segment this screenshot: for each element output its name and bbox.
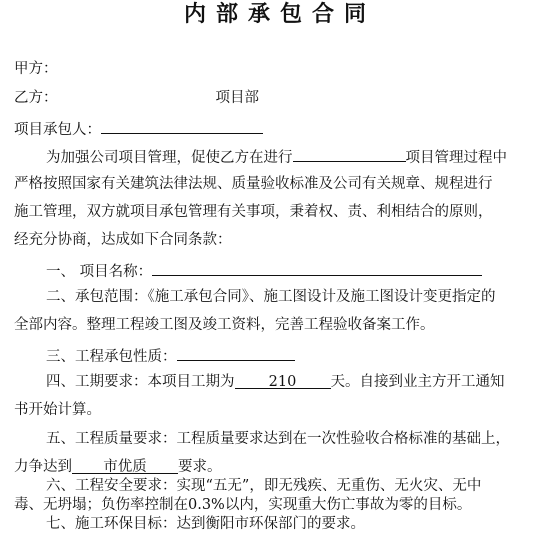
intro-text-1a: 为加强公司项目管理，促使乙方在进行 [46, 150, 293, 166]
contractor-blank [101, 117, 263, 134]
quality-level-value: 市优质 [72, 457, 178, 474]
item-5-text-a: 力争达到 [14, 459, 72, 475]
contract-nature-blank [177, 344, 295, 361]
item-5-line-1: 五、工程质量要求：工程质量要求达到在一次性验收合格标准的基础上， [46, 431, 510, 447]
item-6-line-1: 六、工程安全要求：实现“五无”，即无残疾、无重伤、无火灾、无中 [46, 478, 482, 494]
item-3-label: 三、工程承包性质： [46, 349, 177, 365]
intro-line-1 [46, 145, 507, 168]
item-1-label: 一、 项目名称： [46, 264, 153, 280]
item-3-line [46, 344, 295, 367]
item-5-text-b: 要求。 [178, 459, 222, 475]
item-6-line-2: 毒、无坍塌；负伤率控制在0.3%以内，实现重大伤亡事故为零的目标。 [14, 497, 472, 513]
project-dept-text: 项目部 [215, 90, 259, 106]
party-b-label: 乙方： [14, 90, 58, 106]
party-a-line [14, 59, 58, 79]
project-blank [293, 145, 406, 162]
item-2-line-2: 全部内容。整理工程竣工图及竣工资料，完善工程验收备案工作。 [14, 317, 435, 333]
item-4-text-a: 四、工期要求：本项目工期为 [46, 374, 235, 390]
intro-line-2: 严格按照国家有关建筑法律法规、质量验收标准及公司有关规章、规程进行 [14, 176, 493, 192]
intro-line-3: 施工管理，双方就项目承包管理有关事项，秉着权、责、利相结合的原则， [14, 204, 493, 220]
item-2-line-1: 二、承包范围：《施工承包合同》、施工图设计及施工图设计变更指定的 [46, 289, 496, 305]
project-name-blank [152, 259, 482, 276]
document-title: 内部承包合同 [183, 1, 376, 27]
item-5-line-2 [14, 457, 222, 477]
item-1-line [46, 259, 482, 282]
intro-line-4: 经充分协商，达成如下合同条款： [14, 232, 232, 248]
item-4-text-b: 天。自接到业主方开工通知 [330, 374, 505, 390]
item-7-line: 七、施工环保目标：达到衡阳市环保部门的要求。 [46, 516, 365, 532]
duration-days-value: 210 [235, 372, 331, 389]
contractor-label: 项目承包人： [14, 122, 101, 138]
item-4-line-1 [46, 372, 505, 392]
intro-text-1b: 项目管理过程中 [405, 150, 507, 166]
contractor-line [14, 117, 263, 140]
party-b-line [14, 88, 259, 108]
item-4-line-2: 书开始计算。 [14, 402, 101, 418]
party-a-label: 甲方： [14, 61, 58, 77]
